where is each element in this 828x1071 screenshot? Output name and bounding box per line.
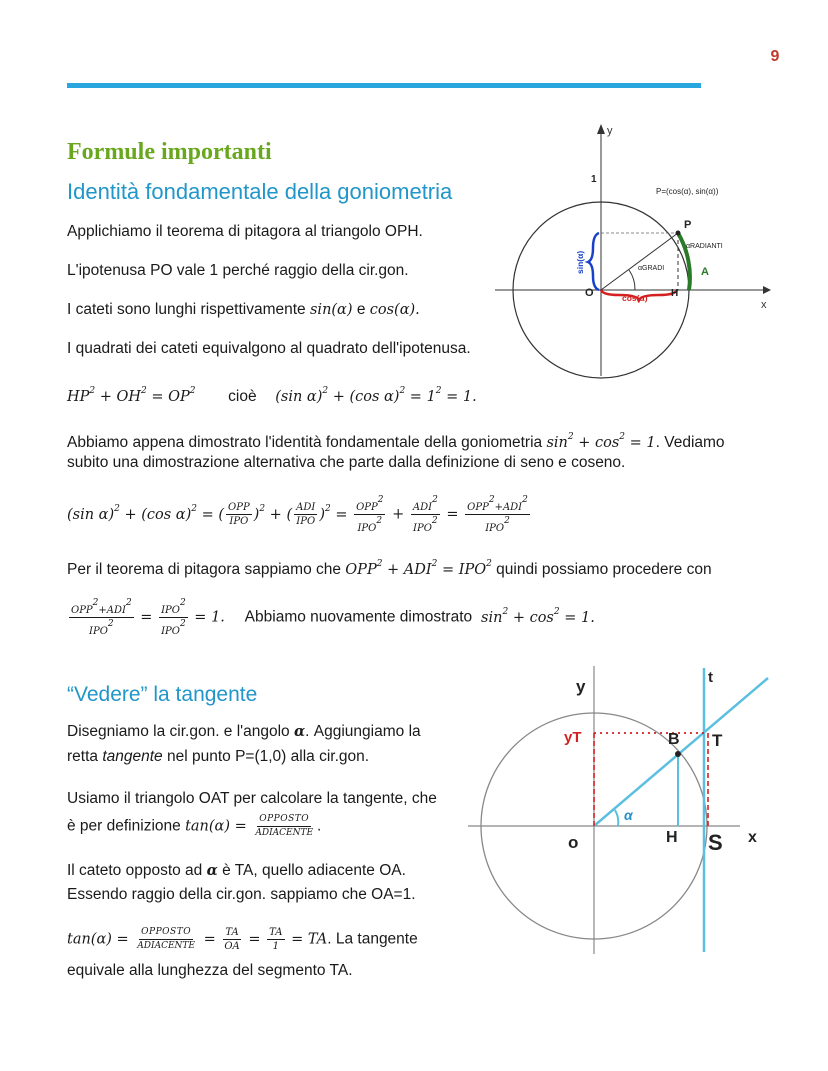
ratio-formula: (sin α)$^2$ + (cos α)$^2$ = ( $\frac{\text{OPP}}{\text{IPO}}$ )$^2$ + ( $\frac{\text{ADI}}{\text{IPO}}$ )$^2$ = $\frac{OPP^2}{IPO^2}$ + $\frac{ADI^2}{IPO^2}$ = $\frac{OPP^2+ADI^2}{IPO^2}$ xyxy=(67,495,528,534)
sin-brace xyxy=(588,233,599,290)
unit-circle-diagram xyxy=(495,120,795,380)
b-label: B xyxy=(668,731,680,748)
paragraph-6b: subito una dimostrazione alternativa che parte dalla definizione di seno e coseno. xyxy=(67,454,626,471)
header-rule xyxy=(67,83,701,88)
radius-op xyxy=(601,233,678,290)
angle-arc xyxy=(615,810,618,826)
x-label: x xyxy=(748,829,757,846)
paragraph-3: I cateti sono lunghi rispettivamente sin(α) e cos(α). xyxy=(67,301,420,318)
a-label: A xyxy=(701,266,709,278)
alpha-label: α xyxy=(624,807,633,823)
tangent-paragraph-3: Usiamo il triangolo OAT per calcolare la tangente, che xyxy=(67,790,437,807)
angle-arc xyxy=(629,270,635,290)
alpha-radianti-label: αRADIANTI xyxy=(686,243,723,250)
tangent-paragraph-8: equivale alla lunghezza del segmento TA. xyxy=(67,962,353,979)
point-b xyxy=(675,751,681,757)
p-label: P xyxy=(684,219,692,231)
tangent-paragraph-7: tan(α) = $\frac{\text{OPPOSTO}}{\text{ADIACENTE}}$ = $\frac{TA}{OA}$ = $\frac{TA}{1}$ = TA. La tangente xyxy=(67,927,418,952)
y-label: y xyxy=(576,677,586,696)
T-label: T xyxy=(712,731,723,750)
paragraph-1: Applichiamo il teorema di pitagora al triangolo OPH. xyxy=(67,223,423,240)
ray-ot xyxy=(594,678,768,826)
s-label: S xyxy=(708,830,723,855)
point-coordinates: P=(cos(α), sin(α)) xyxy=(656,187,719,196)
tangent-paragraph-2: retta tangente nel punto P=(1,0) alla cir.gon. xyxy=(67,748,370,765)
pythagoras-formula: $HP^2 + OH^2 = OP^2$ cioè (sin α)$^2$ + (cos $\alpha)^2 = 1^2 = 1$. xyxy=(67,386,477,405)
x-axis-arrow xyxy=(763,286,771,294)
y-axis-arrow xyxy=(597,124,605,134)
section-title: Formule importanti xyxy=(67,139,272,165)
h-label: H xyxy=(671,288,679,299)
tangent-paragraph-5: Il cateto opposto ad α è TA, quello adiacente OA. xyxy=(67,862,406,879)
x-label: x xyxy=(761,299,767,311)
point-p xyxy=(676,231,681,236)
t-label: t xyxy=(708,669,713,686)
paragraph-6: Abbiamo appena dimostrato l'identità fondamentale della goniometria $\sin^2 + \cos^2 = 1$. Vediamo xyxy=(67,432,725,451)
one-label: 1 xyxy=(591,174,597,185)
tangent-title: “Vedere” la tangente xyxy=(67,683,258,706)
tangent-diagram xyxy=(468,660,788,960)
paragraph-4: I quadrati dei cateti equivalgono al quadrato dell'ipotenusa. xyxy=(67,340,471,357)
paragraph-8: $\frac{OPP^2+ADI^2}{IPO^2}$ = $\frac{IPO^2}{IPO^2}$ = 1. Abbiamo nuovamente dimostrato $\sin^2 + \cos^2 = 1$. xyxy=(71,598,595,637)
h-label: H xyxy=(666,829,678,846)
tangent-paragraph-1: Disegniamo la cir.gon. e l'angolo α. Aggiungiamo la xyxy=(67,723,421,740)
origin-label: o xyxy=(568,833,579,852)
alpha-gradi-label: αGRADI xyxy=(638,265,665,272)
page-number: 9 xyxy=(770,48,780,65)
tangent-paragraph-4: è per definizione tan(α) = $\frac{\text{OPPOSTO}}{\text{ADIACENTE}}$ . xyxy=(67,814,322,838)
subsection-title: Identità fondamentale della goniometria xyxy=(67,179,453,204)
paragraph-2: L'ipotenusa PO vale 1 perché raggio della cir.gon. xyxy=(67,262,409,279)
tangent-paragraph-6: Essendo raggio della cir.gon. sappiamo che OA=1. xyxy=(67,886,416,903)
y-label: y xyxy=(607,125,613,137)
paragraph-7: Per il teorema di pitagora sappiamo che $OPP^2 + ADI^2 = IPO^2$ quindi possiamo procedere con xyxy=(67,559,712,578)
sin-label: sin(α) xyxy=(575,250,585,274)
yt-label: yT xyxy=(564,729,582,746)
origin-label: O xyxy=(585,287,594,299)
cos-label: cos(α) xyxy=(622,293,648,303)
